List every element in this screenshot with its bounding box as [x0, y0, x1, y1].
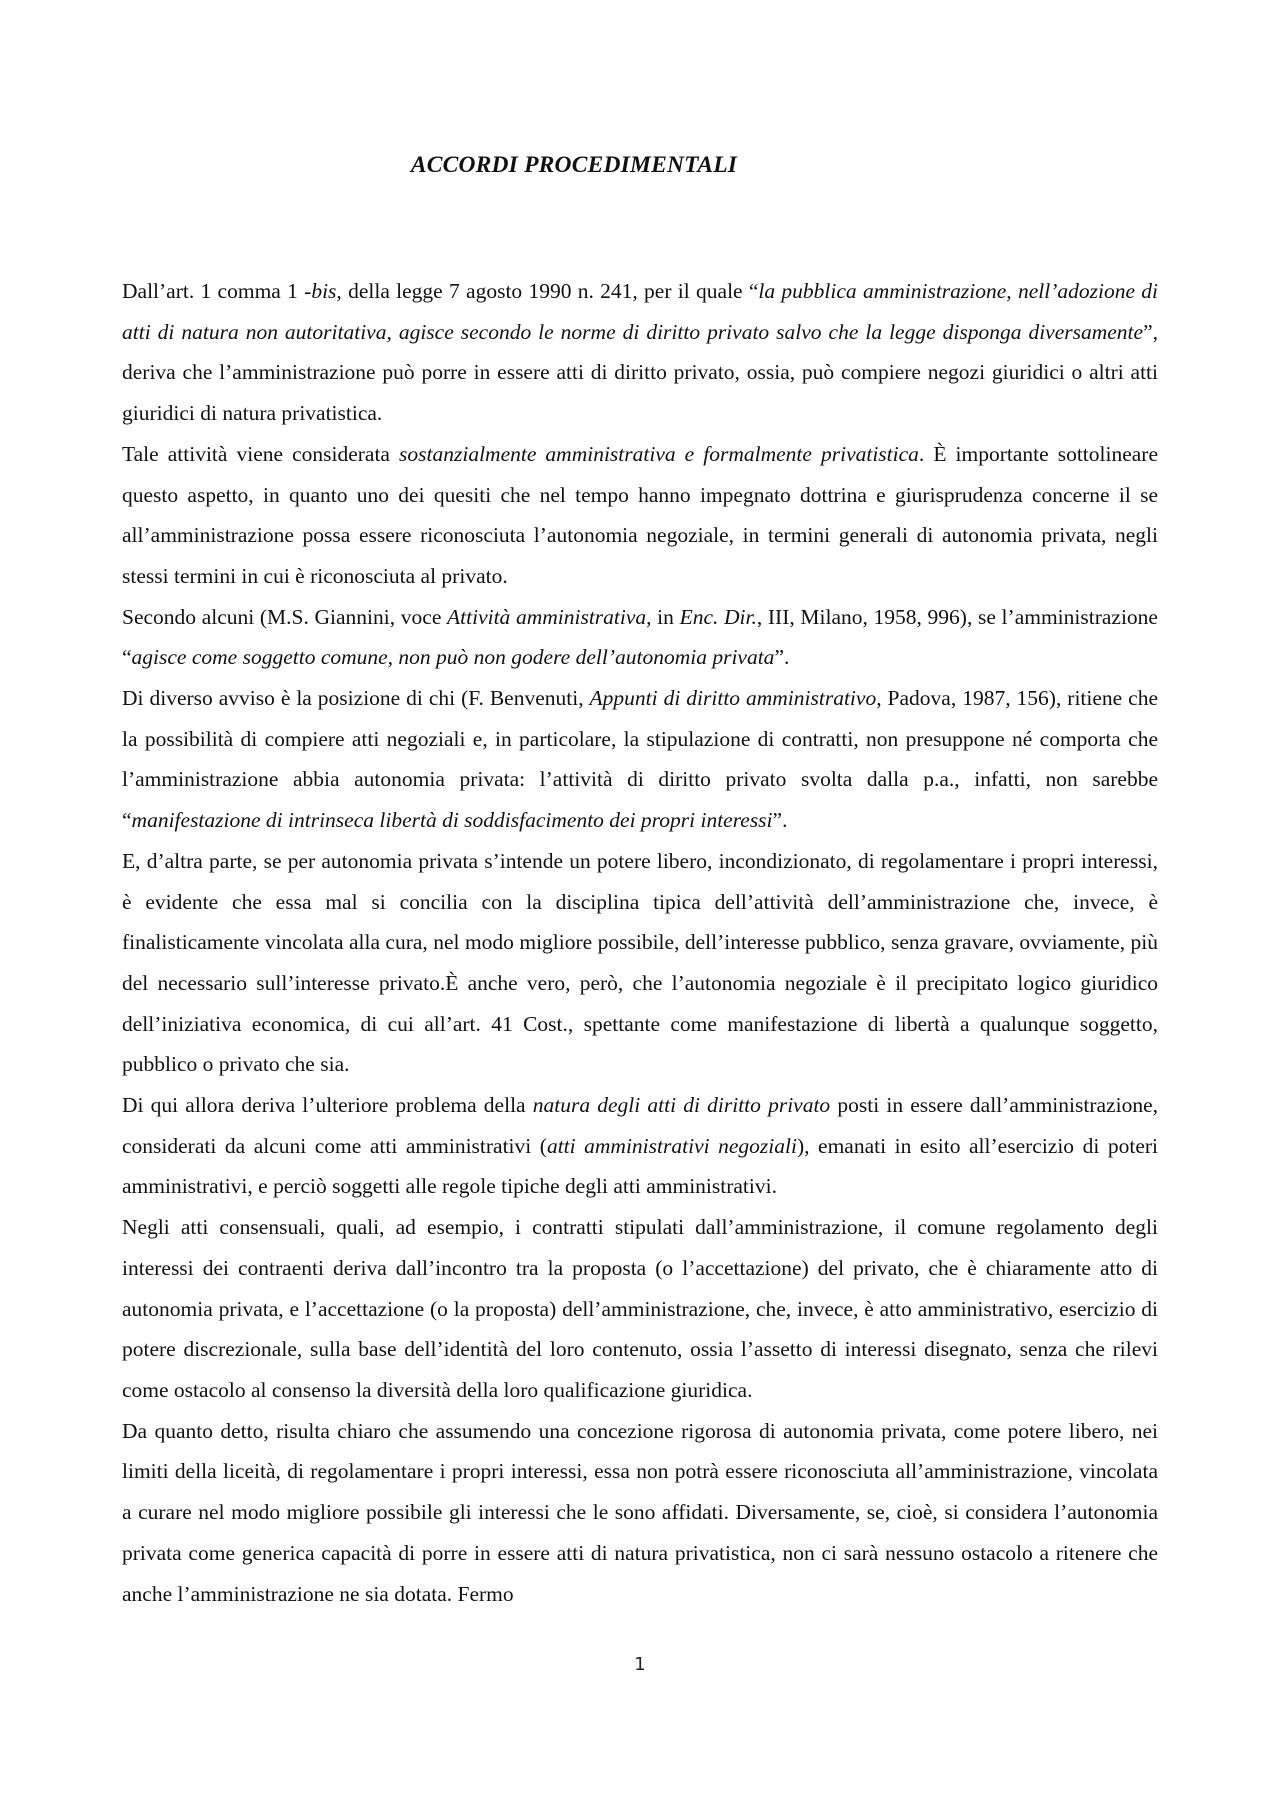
text-run: Dall’art. 1 comma 1 -	[122, 279, 312, 303]
italic-text: Enc. Dir.	[679, 604, 757, 629]
text-run: ”.	[772, 808, 788, 833]
text-run: , in	[646, 604, 680, 629]
text-run: ”.	[774, 645, 790, 670]
italic-text: Appunti di diritto amministrativo	[589, 686, 877, 711]
text-run: Di qui allora deriva l’ulteriore problema della	[122, 1093, 533, 1118]
paragraph-4	[122, 678, 1158, 841]
text-run: Da quanto detto, risulta chiaro che assumendo una concezione rigorosa di autonomia privata, come potere libero, nei limiti della liceità, di regolamentare i propri interessi, essa non potrà essere riconosciuta all’amministrazione, vincolata a curare nel modo migliore possibile gli interessi che le sono affidati. Diversamente, se, cioè, si considera l’autonomia privata come generica capacità di porre in essere atti di natura privatistica, non ci sarà nessuno ostacolo a ritenere che anche l’amministrazione ne sia dotata. Fermo	[122, 1418, 1158, 1606]
page-number: 1	[634, 1654, 646, 1675]
text-run: , della legge 7 agosto 1990 n. 241, per il quale “	[336, 279, 759, 303]
text-run: , III, Milano, 1958, 996), se l’amministrazione “	[122, 604, 1158, 670]
paragraph-8	[122, 1411, 1158, 1615]
paragraph-3	[122, 597, 1158, 678]
italic-text: la pubblica amministrazione, nell’adozione di atti di natura non autoritativa, agisce secondo le norme di diritto privato salvo che la legge disponga diversamente	[122, 279, 1159, 344]
italic-text: sostanzialmente amministrativa e formalmente privatistica	[399, 441, 919, 466]
text-run: . È importante sottolineare questo aspetto, in quanto uno dei quesiti che nel tempo hanno impegnato dottrina e giurisprudenza concerne il se all’amministrazione possa essere riconosciuta l’autonomia negoziale, in termini generali di autonomia privata, negli stessi termini in cui è riconosciuta al privato.	[122, 441, 1158, 588]
italic-text: natura degli atti di diritto privato	[532, 1093, 831, 1118]
paragraph-1	[122, 271, 1158, 434]
text-run: E, d’altra parte, se per autonomia privata s’intende un potere libero, incondizionato, di regolamentare i propri interessi, è evidente che essa mal si concilia con la disciplina tipica dell’attività dell’amministrazione che, invece, è finalisticamente vincolata alla cura, nel modo migliore possibile, dell’interesse pubblico, senza gravare, ovviamente, più del necessario sull’interesse privato.È anche vero, però, che l’autonomia negoziale è il precipitato logico giuridico dell’iniziativa economica, di cui all’art. 41 Cost., spettante come manifestazione di libertà a qualunque soggetto, pubblico o privato che sia.	[122, 848, 1158, 1077]
italic-text: atti amministrativi negoziali	[546, 1133, 797, 1158]
text-run: Tale attività viene considerata	[122, 441, 400, 466]
italic-text: agisce come soggetto comune, non può non godere dell’autonomia privata	[131, 645, 775, 670]
paragraph-5	[122, 841, 1158, 1085]
text-run: , Padova, 1987, 156), ritiene che la possibilità di compiere atti negoziali e, in particolare, la stipulazione di contratti, non presuppone né comporta che l’amministrazione abbia autonomia privata: l’attività di diritto privato svolta dalla p.a., infatti, non sarebbe “	[122, 686, 1158, 833]
text-run: Negli atti consensuali, quali, ad esempio, i contratti stipulati dall’amministrazione, il comune regolamento degli interessi dei contraenti deriva dall’incontro tra la proposta (o l’accettazione) del privato, che è chiaramente atto di autonomia privata, e l’accettazione (o la proposta) dell’amministrazione, che, invece, è atto amministrativo, esercizio di potere discrezionale, sulla base dell’identità del loro contenuto, ossia l’assetto di interessi disegnato, senza che rilevi come ostacolo al consenso la diversità della loro qualificazione giuridica.	[122, 1215, 1158, 1402]
paragraph-7	[122, 1207, 1158, 1411]
document-title: ACCORDI PROCEDIMENTALI	[410, 152, 738, 178]
italic-text: manifestazione di intrinseca libertà di soddisfacimento dei propri interessi	[131, 808, 773, 833]
italic-text: Attività amministrativa	[447, 604, 647, 629]
text-run: Di diverso avviso è la posizione di chi (F. Benvenuti,	[122, 686, 590, 711]
paragraph-6	[122, 1085, 1158, 1207]
italic-text: bis	[311, 279, 337, 303]
paragraph-2	[122, 434, 1158, 597]
text-run: ), emanati in esito all’esercizio di poteri amministrativi, e perciò soggetti alle regole tipiche degli atti amministrativi.	[122, 1133, 1158, 1199]
document-body	[122, 271, 1158, 1614]
text-run: Secondo alcuni (M.S. Giannini, voce	[122, 604, 448, 629]
text-run: ”, deriva che l’amministrazione può porre in essere atti di diritto privato, ossia, può compiere negozi giuridici o altri atti giuridici di natura privatistica.	[122, 319, 1158, 426]
text-run: posti in essere dall’amministrazione, considerati da alcuni come atti amministrativi (	[122, 1093, 1158, 1158]
